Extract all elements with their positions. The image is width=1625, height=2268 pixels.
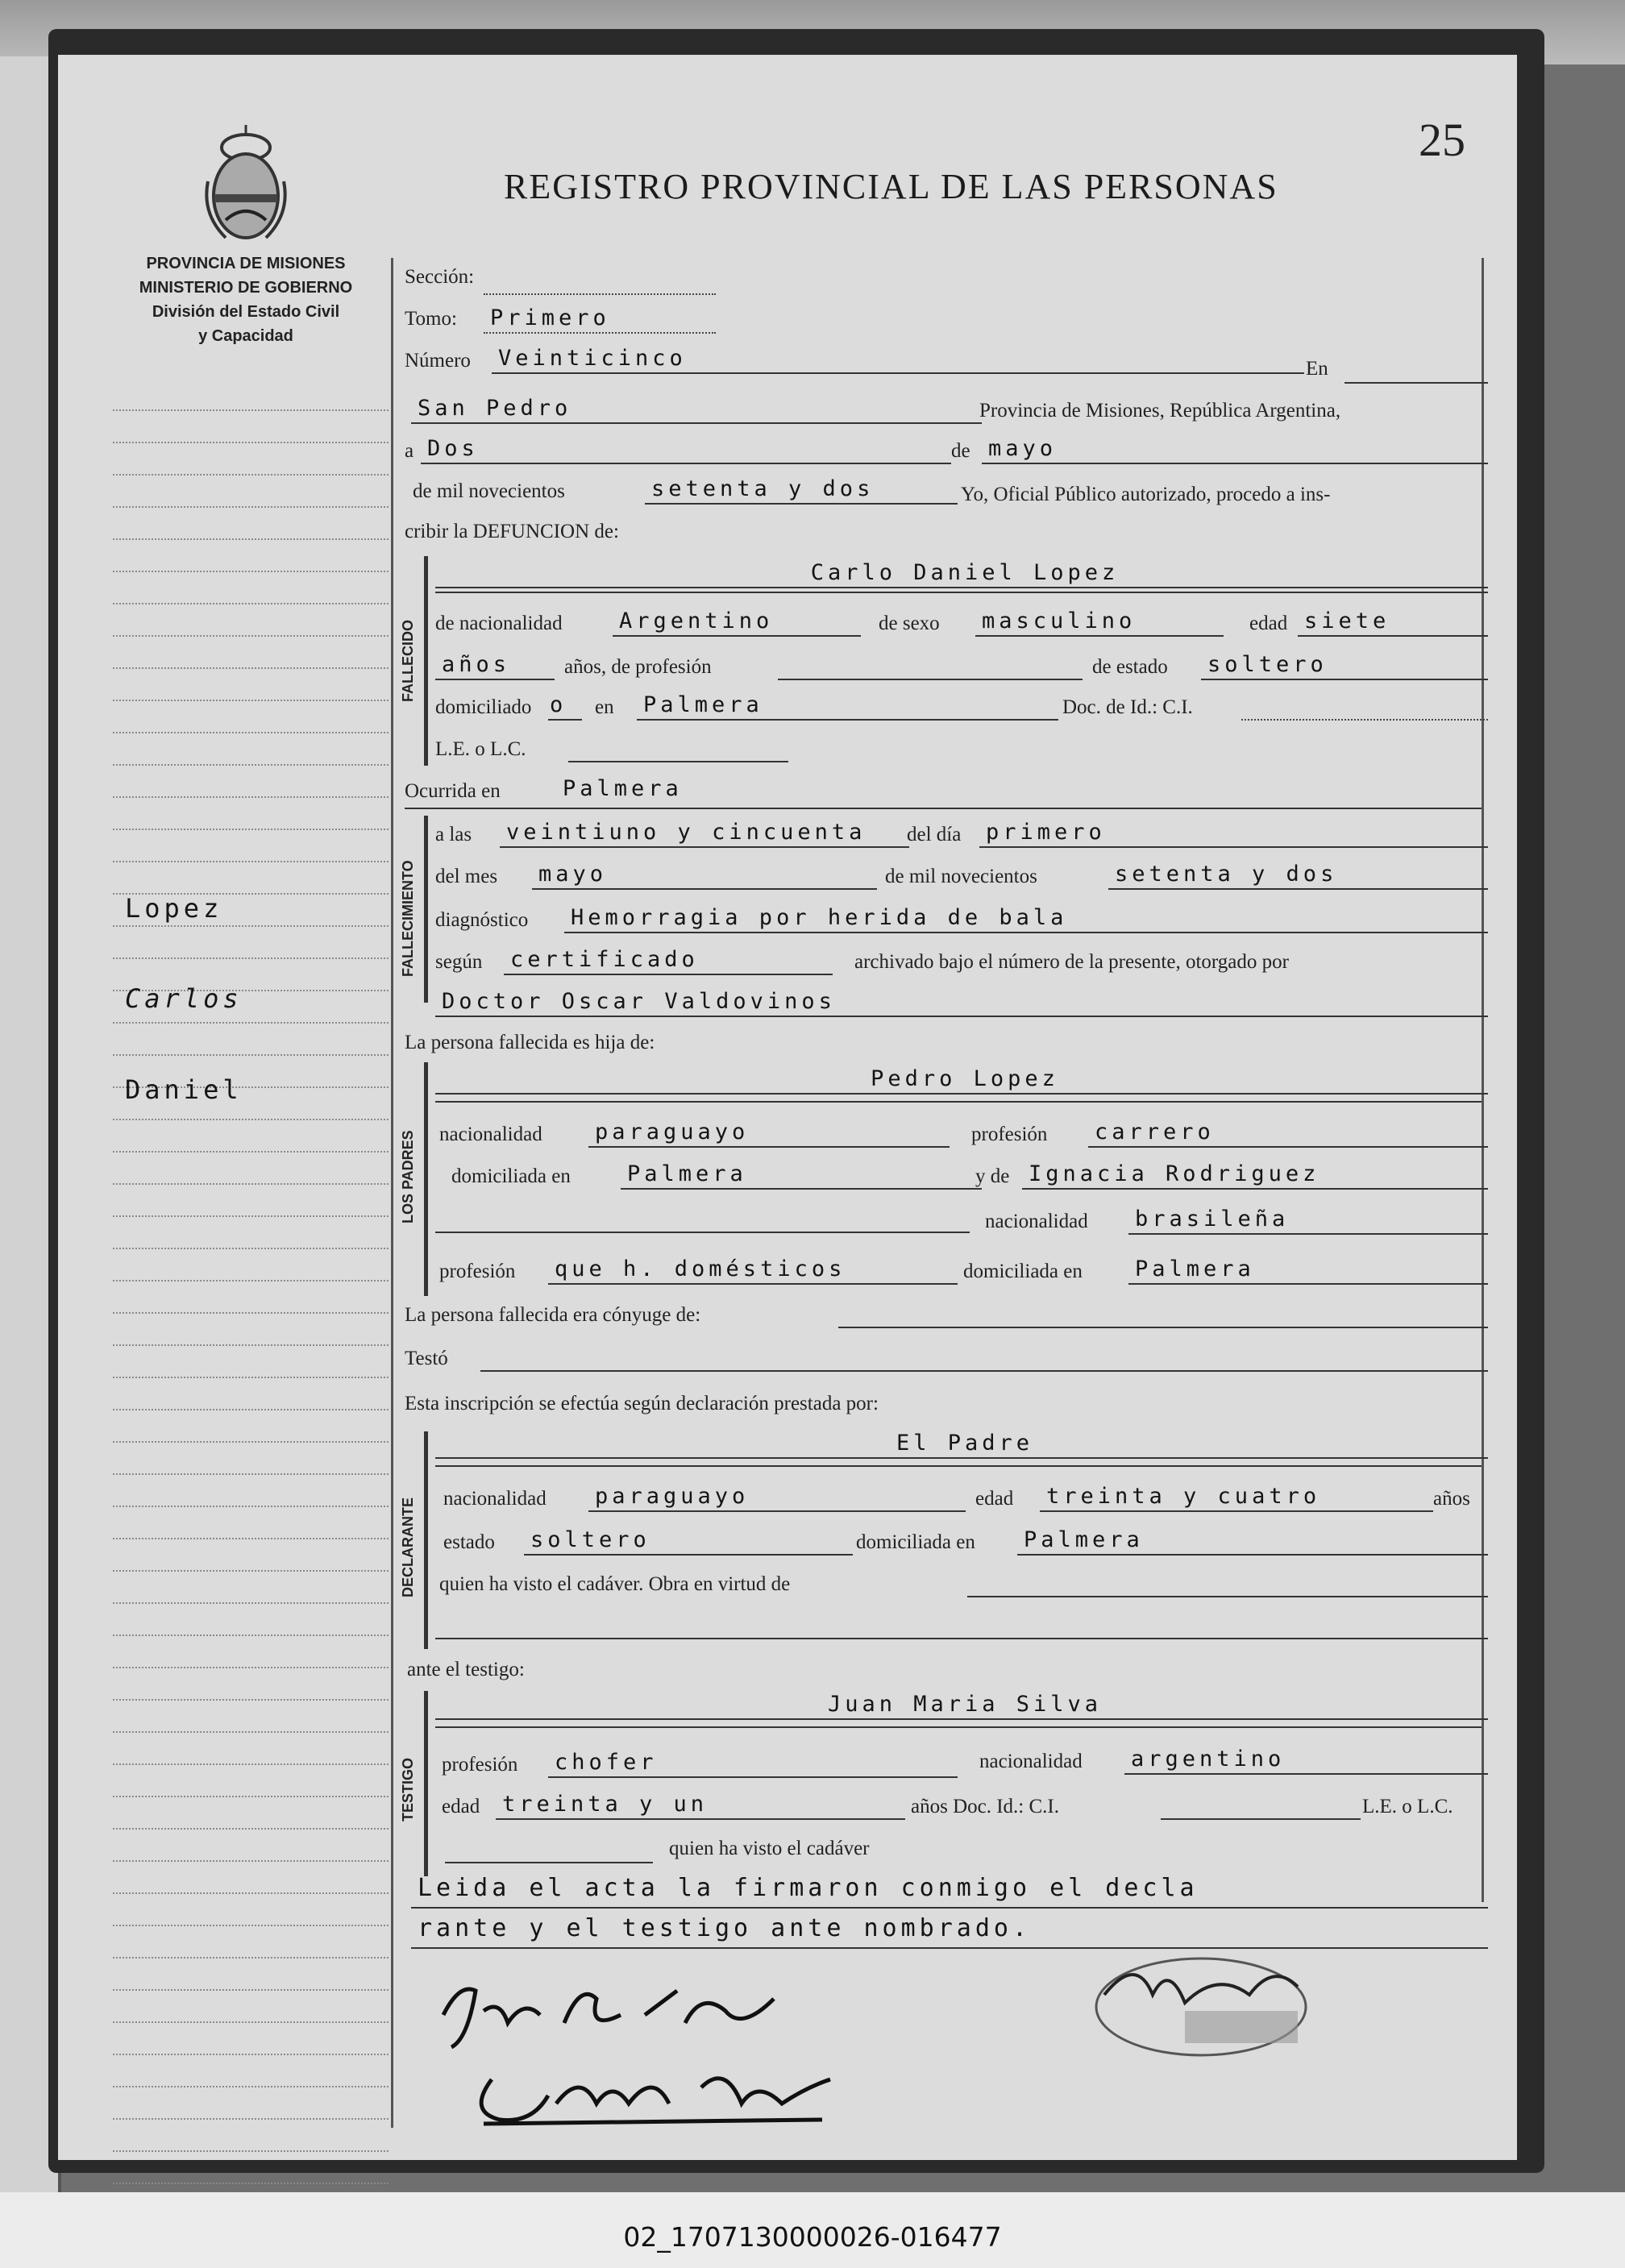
otorgado-field: Doctor Oscar Valdovinos [435, 988, 1488, 1017]
doc-label: Doc. de Id.: C.I. [1062, 696, 1193, 718]
le-field [568, 733, 788, 762]
declarante-extra-line [435, 1610, 1488, 1639]
conyuge-field [838, 1299, 1488, 1328]
anio-label: de mil novecientos [413, 480, 565, 502]
padre-double-line [435, 1101, 1482, 1103]
numero-field: Veinticinco [492, 345, 1304, 374]
domiciliado-suffix: o [548, 692, 582, 721]
testigo-le-label: L.E. o L.C. [1362, 1796, 1453, 1817]
nacionalidad-label: de nacionalidad [435, 613, 563, 634]
cierre-linea-2: rante y el testigo ante nombrado. [411, 1915, 1488, 1949]
conyuge-label: La persona fallecida era cónyuge de: [405, 1304, 701, 1326]
profesion-field [778, 651, 1083, 680]
testigo-anios-doc-label: años Doc. Id.: C.I. [911, 1796, 1059, 1817]
dia-label: del día [907, 824, 962, 845]
hora-label: a las [435, 824, 472, 845]
doc-field [1241, 692, 1488, 721]
declarante-visto-label: quien ha visto el cadáver. Obra en virtud de [439, 1573, 791, 1595]
testigo-doc-field [1161, 1791, 1361, 1820]
mes-field: mayo [532, 861, 877, 890]
padre-dom-field: Palmera [621, 1161, 982, 1190]
testigo-nombre-field: Juan Maria Silva [435, 1691, 1488, 1720]
declarante-obra-field [967, 1568, 1488, 1597]
tomo-label: Tomo: [405, 308, 457, 330]
madre-nac-field: brasileña [1128, 1206, 1488, 1235]
padre-prof-field: carrero [1088, 1119, 1488, 1148]
sexo-field: masculino [975, 608, 1224, 637]
padres-side-label: LOS PADRES [400, 1130, 416, 1223]
coat-of-arms-icon [202, 125, 290, 246]
le-label: L.E. o L.C. [435, 738, 526, 760]
domicilio-field: Palmera [637, 692, 1058, 721]
margin-first-name: Carlos [125, 983, 243, 1014]
domiciliado-label: domiciliado [435, 696, 532, 718]
witness-signature [435, 1967, 806, 2055]
estado-label: de estado [1092, 656, 1168, 678]
margin-divider [391, 258, 393, 2128]
edad-label: edad [1249, 613, 1288, 634]
declarante-edad-field: treinta y cuatro [1040, 1483, 1433, 1512]
tomo-field: Primero [484, 305, 716, 334]
testigo-edad-field: treinta y un [496, 1791, 905, 1820]
estado-field: soltero [1201, 651, 1488, 680]
testigo-extra-field [445, 1834, 653, 1863]
sexo-label: de sexo [879, 613, 940, 634]
lugar-field: San Pedro [411, 395, 982, 424]
margin-middle-name: Daniel [125, 1074, 243, 1105]
image-caption: 02_1707130000026-016477 [623, 2221, 1002, 2253]
page-number: 25 [1419, 114, 1465, 166]
declarante-intro: Esta inscripción se efectúa según declaración prestada por: [405, 1393, 879, 1414]
provincia-text: Provincia de Misiones, República Argentina, [979, 400, 1341, 422]
mes-field: mayo [982, 435, 1488, 464]
anio-fallec-field: setenta y dos [1108, 861, 1488, 890]
numero-label: Número [405, 350, 471, 372]
madre-dom-label: domiciliada en [963, 1261, 1083, 1282]
dia-field: Dos [421, 435, 951, 464]
declarante-estado-label: estado [443, 1531, 495, 1553]
fallecido-nombre-double-line [435, 564, 1488, 593]
madre-dom-field: Palmera [1128, 1256, 1488, 1285]
declarante-side-label: DECLARANTE [400, 1497, 416, 1597]
declarante-anios-label: años [1433, 1488, 1470, 1510]
padre-nac-field: paraguayo [588, 1119, 950, 1148]
seccion-field [484, 266, 716, 295]
declarante-nac-field: paraguayo [588, 1483, 966, 1512]
testigo-edad-label: edad [442, 1796, 480, 1817]
testigo-intro: ante el testigo: [407, 1659, 525, 1680]
a-label: a [405, 440, 414, 462]
office-line-2: MINISTERIO DE GOBIERNO [139, 279, 353, 297]
page-title: REGISTRO PROVINCIAL DE LAS PERSONAS [504, 167, 1278, 206]
mes-label: del mes [435, 866, 498, 887]
seccion-label: Sección: [405, 266, 475, 288]
madre-extra-line [435, 1204, 970, 1233]
declarante-dom-label: domiciliada en [856, 1531, 975, 1553]
declarante-nombre-field: El Padre [435, 1430, 1488, 1459]
ocurrida-underline [405, 808, 1482, 809]
fallecido-side-label: FALLECIDO [400, 620, 416, 702]
ocurrida-field: Palmera [563, 776, 683, 801]
padre-dom-label: domiciliada en [451, 1165, 571, 1187]
declarante-edad-label: edad [975, 1488, 1014, 1510]
testo-label: Testó [405, 1348, 448, 1369]
declarant-signature [468, 2047, 846, 2136]
segun-field: certificado [504, 946, 833, 975]
dia-field: primero [979, 819, 1488, 848]
testigo-visto-label: quien ha visto el cadáver [669, 1838, 870, 1859]
yde-label: y de [975, 1165, 1010, 1187]
madre-nac-label: nacionalidad [985, 1211, 1088, 1232]
cierre-linea-1: Leida el acta la firmaron conmigo el decla [411, 1875, 1488, 1909]
archivado-text: archivado bajo el número de la presente, otorgado por [854, 951, 1289, 973]
yo-text: Yo, Oficial Público autorizado, procedo a ins- [961, 484, 1331, 505]
padre-prof-label: profesión [971, 1124, 1048, 1145]
testigo-side-label: TESTIGO [400, 1757, 416, 1821]
testo-field [480, 1343, 1488, 1372]
testigo-nac-label: nacionalidad [979, 1751, 1083, 1772]
testigo-prof-label: profesión [442, 1754, 518, 1776]
anios-profesion-label: años, de profesión [564, 656, 712, 678]
hora-field: veintiuno y cincuenta [500, 819, 909, 848]
official-stamp-icon [1088, 1946, 1314, 2067]
margin-surname: Lopez [125, 893, 223, 924]
en-label: En [1306, 358, 1328, 380]
testigo-double-line [435, 1726, 1482, 1728]
padre-nac-label: nacionalidad [439, 1124, 542, 1145]
edad-field: siete [1298, 608, 1488, 637]
testigo-nac-field: argentino [1124, 1746, 1488, 1775]
en-field [1344, 355, 1488, 384]
fallecido-nombre-field: Carlo Daniel Lopez [435, 559, 1488, 588]
nacionalidad-field: Argentino [613, 608, 861, 637]
segun-label: según [435, 951, 483, 973]
madre-prof-label: profesión [439, 1261, 516, 1282]
diagnostico-label: diagnóstico [435, 909, 529, 931]
madre-prof-field: que h. domésticos [548, 1256, 958, 1285]
office-line-4: y Capacidad [198, 327, 293, 345]
declarante-double-line [435, 1465, 1482, 1467]
issuing-office [121, 251, 371, 348]
padre-nombre-field: Pedro Lopez [435, 1065, 1488, 1095]
office-line-3: División del Estado Civil [152, 303, 340, 321]
margin-ruled-lines [113, 379, 389, 2120]
inscribir-text: cribir la DEFUNCION de: [405, 521, 619, 542]
anios-field: años [435, 651, 555, 680]
madre-field: Ignacia Rodriguez [1022, 1161, 1488, 1190]
diagnostico-field: Hemorragia por herida de bala [564, 904, 1488, 933]
padres-intro: La persona fallecida es hija de: [405, 1032, 655, 1053]
declarante-estado-field: soltero [524, 1527, 853, 1556]
office-line-1: PROVINCIA DE MISIONES [146, 255, 346, 272]
anio-fallec-label: de mil novecientos [885, 866, 1037, 887]
anio-field: setenta y dos [645, 476, 958, 505]
ocurrida-label: Ocurrida en [405, 780, 501, 802]
de-label: de [951, 440, 970, 462]
domiciliado-en-label: en [595, 696, 614, 718]
fallecimiento-side-label: FALLECIMIENTO [400, 860, 416, 978]
declarante-dom-field: Palmera [1017, 1527, 1488, 1556]
declarante-nac-label: nacionalidad [443, 1488, 547, 1510]
testigo-prof-field: chofer [548, 1749, 958, 1778]
